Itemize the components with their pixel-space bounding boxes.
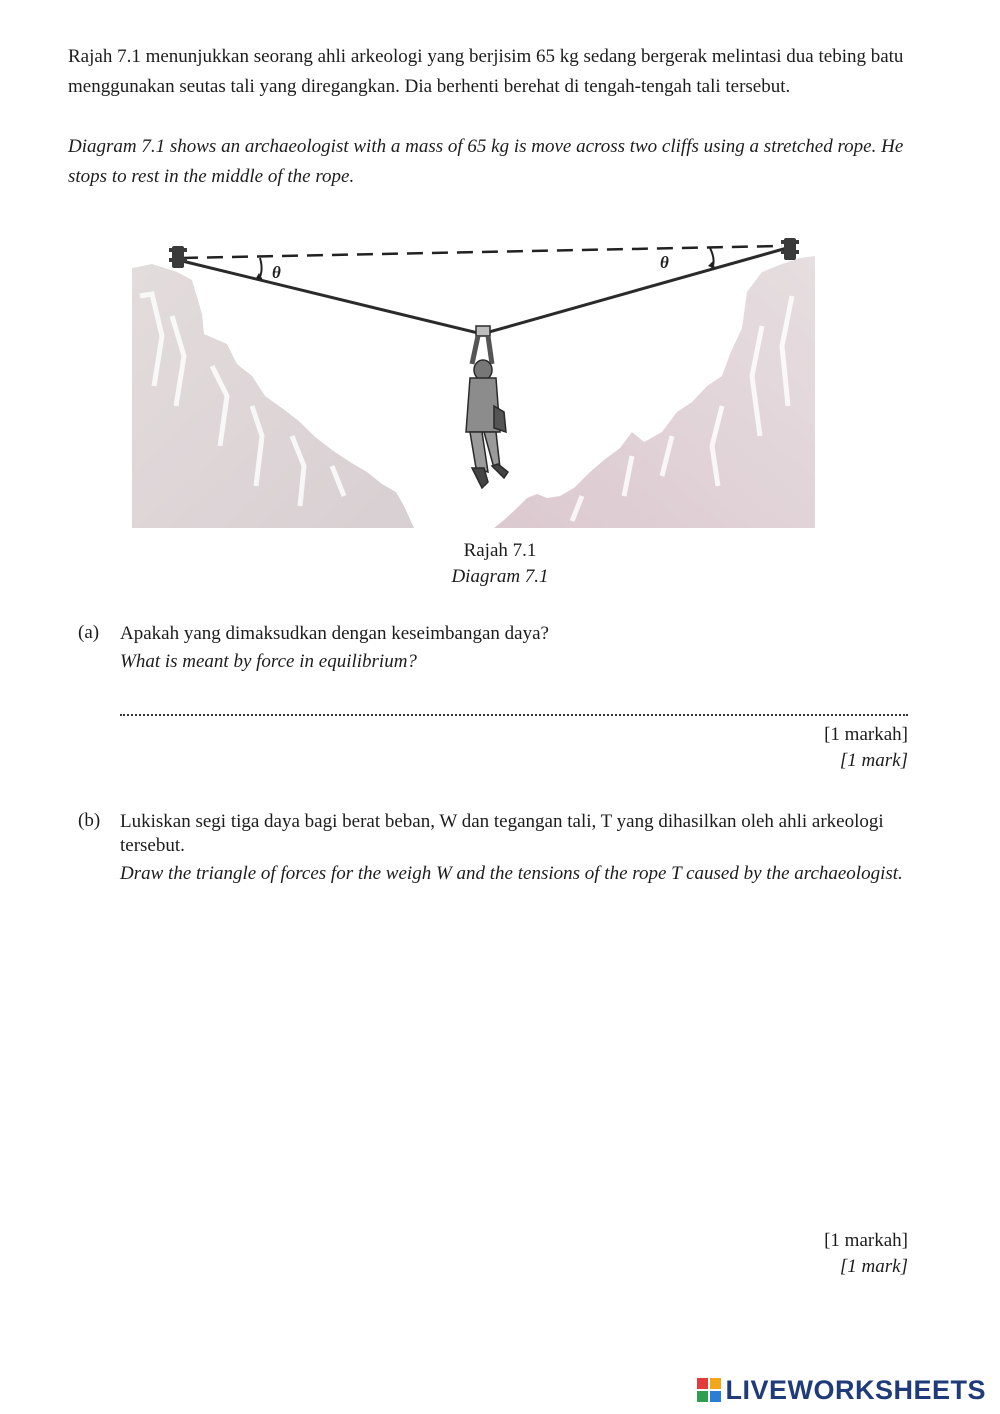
question-b-mark-malay: [1 markah]: [824, 1230, 908, 1251]
liveworksheets-logo: [697, 1374, 986, 1406]
angle-left-label: θ: [272, 263, 281, 282]
diagram-7-1: [132, 236, 815, 528]
question-b-malay: Lukiskan segi tiga daya bagi berat beban, W dan tegangan tali, T yang dihasilkan oleh ahli arkeologi tersebut.: [120, 811, 884, 856]
intro-english: Diagram 7.1 shows an archaeologist with a mass of 65 kg is move across two cliffs using a stretched rope. He stops to rest in the middle of the rope.: [68, 136, 904, 187]
question-b-label: (b): [78, 810, 101, 831]
answer-line-a[interactable]: [120, 700, 908, 716]
logo-text: LIVEWORKSHEETS: [725, 1374, 986, 1405]
question-b-english: Draw the triangle of forces for the weigh W and the tensions of the rope T caused by the archaeologist.: [120, 863, 903, 884]
question-a-label: (a): [78, 622, 100, 643]
question-b-mark-english: [1 mark]: [839, 1256, 908, 1277]
logo-grid-icon: [697, 1378, 721, 1402]
question-a-malay: Apakah yang dimaksudkan dengan keseimbangan daya?: [120, 623, 549, 644]
diagram-caption-english: Diagram 7.1: [451, 566, 549, 587]
intro-malay: Rajah 7.1 menunjukkan seorang ahli arkeologi yang berjisim 65 kg sedang bergerak melintasi dua tebing batu menggunakan seutas tali yang diregangkan. Dia berhenti berehat di tengah-tengah tali tersebut.: [68, 46, 904, 97]
question-a-english: What is meant by force in equilibrium?: [120, 651, 417, 672]
question-a-mark-malay: [1 markah]: [824, 724, 908, 745]
angle-right-label: θ: [660, 253, 669, 272]
diagram-caption-malay: Rajah 7.1: [463, 540, 537, 561]
question-a-mark-english: [1 mark]: [839, 750, 908, 771]
